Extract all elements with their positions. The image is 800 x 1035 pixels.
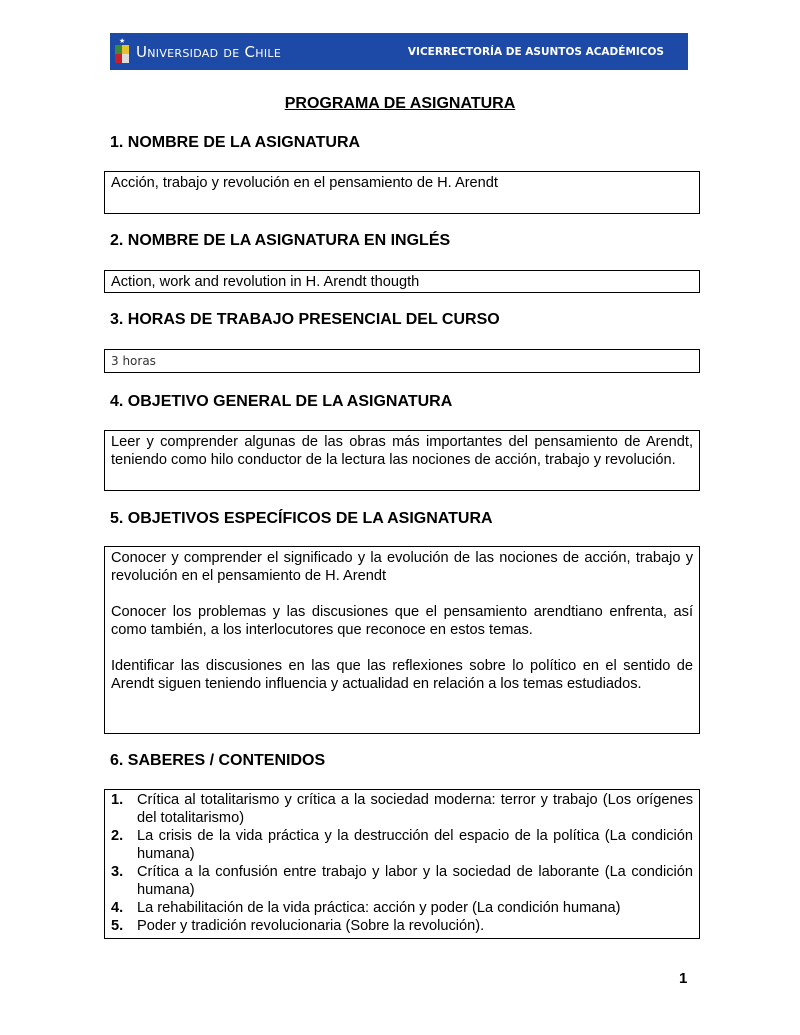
course-name-english-box [104, 270, 700, 293]
course-name-box [104, 171, 700, 214]
hours-box [104, 349, 700, 373]
university-name: Universidad de Chile [136, 43, 282, 61]
course-name: Acción, trabajo y revolución en el pensamiento de H. Arendt [111, 175, 498, 191]
item-number: 5. [111, 918, 124, 934]
specific-objective: Identificar las discusiones en las que las reflexiones sobre lo político en el sentido de Arendt siguen teniendo influencia y actualidad en relación a los temas estudiados. [111, 658, 693, 692]
item-number: 2. [111, 828, 124, 844]
section-heading: 1. NOMBRE DE LA ASIGNATURA [110, 134, 361, 151]
item-text: La crisis de la vida práctica y la destrucción del espacio de la política (La condición humana) [137, 828, 693, 862]
specific-objectives-box [104, 546, 700, 734]
contents-list [111, 791, 693, 935]
list-item [111, 917, 693, 935]
header-banner [110, 33, 688, 70]
section-heading: 2. NOMBRE DE LA ASIGNATURA EN INGLÉS [110, 232, 451, 249]
item-number: 3. [111, 864, 124, 880]
item-text: Crítica a la confusión entre trabajo y labor y la sociedad de laborante (La condición humana) [137, 864, 693, 898]
item-number: 1. [111, 792, 124, 808]
section-heading: 6. SABERES / CONTENIDOS [110, 752, 326, 769]
list-item [111, 863, 693, 899]
contents-box [104, 789, 700, 939]
section-heading: 4. OBJETIVO GENERAL DE LA ASIGNATURA [110, 393, 453, 410]
item-text: Poder y tradición revolucionaria (Sobre la revolución). [137, 918, 485, 934]
page-number: 1 [679, 970, 688, 987]
specific-objective: Conocer y comprender el significado y la evolución de las nociones de acción, trabajo y revolución en el pensamiento de H. Arendt [111, 550, 693, 584]
section-heading: 3. HORAS DE TRABAJO PRESENCIAL DEL CURSO [110, 311, 500, 328]
section-heading: 5. OBJETIVOS ESPECÍFICOS DE LA ASIGNATURA [110, 510, 493, 527]
office-name: VICERRECTORÍA DE ASUNTOS ACADÉMICOS [407, 46, 664, 58]
item-text: Crítica al totalitarismo y crítica a la sociedad moderna: terror y trabajo (Los orígenes del totalitarismo) [137, 792, 693, 826]
item-number: 4. [111, 900, 124, 916]
page-title: PROGRAMA DE ASIGNATURA [284, 95, 516, 112]
general-objective-box [104, 430, 700, 491]
specific-objective: Conocer los problemas y las discusiones que el pensamiento arendtiano enfrenta, así como también, a los interlocutores que reconoce en estos temas. [111, 604, 693, 638]
item-text: La rehabilitación de la vida práctica: acción y poder (La condición humana) [137, 900, 621, 916]
university-crest-icon: ★ [115, 39, 129, 65]
list-item [111, 791, 693, 827]
general-objective: Leer y comprender algunas de las obras más importantes del pensamiento de Arendt, teniendo como hilo conductor de la lectura las nociones de acción, trabajo y revolución. [111, 434, 693, 468]
list-item [111, 827, 693, 863]
list-item [111, 899, 693, 917]
course-name-english: Action, work and revolution in H. Arendt thougth [111, 274, 420, 290]
hours-value: 3 horas [111, 354, 156, 368]
